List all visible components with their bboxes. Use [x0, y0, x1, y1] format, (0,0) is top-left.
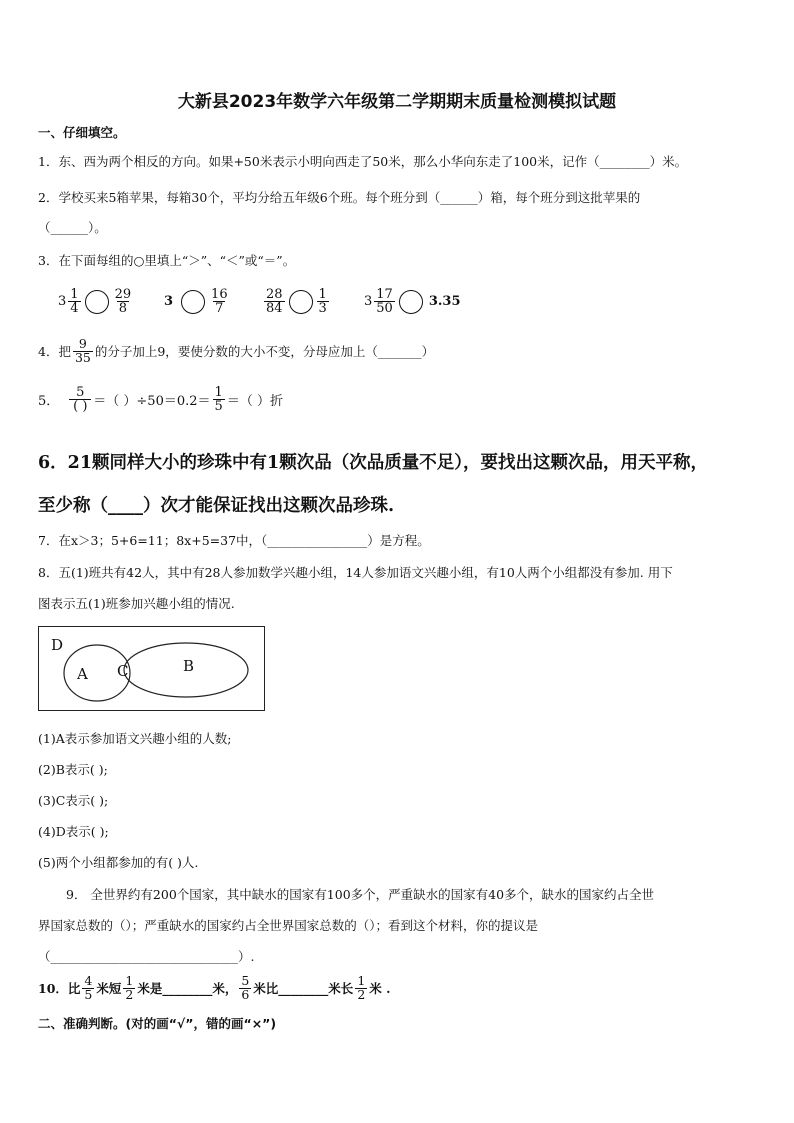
q5-label: 5．: [38, 394, 60, 409]
q8-sub-1: (1)A表示参加语文兴趣小组的人数;: [38, 731, 232, 746]
q4-prefix: 4．把: [38, 344, 71, 359]
fraction: $\frac{1}{2}$: [125, 973, 134, 1002]
fraction-blank-denominator: $\frac{5}{( )}$: [69, 386, 91, 413]
question-9-line-1: 9． 全世界约有200个国家，其中缺水的国家有100多个，严重缺水的国家有40多个，缺水的国家约占全世: [66, 887, 655, 902]
fraction: $\frac{16}{7}$: [211, 287, 228, 316]
q10-part-d: 米比________米长: [253, 981, 354, 996]
compare-circle[interactable]: [85, 290, 109, 314]
q10-part-c: 米是________米，: [137, 981, 238, 996]
question-9-line-3: （______________________________）.: [38, 949, 255, 964]
venn-label-b: B: [183, 657, 195, 675]
compare-circle[interactable]: [289, 290, 313, 314]
q10-part-a: 10．比: [38, 981, 81, 996]
fraction: $\frac{1}{4}$: [70, 287, 79, 316]
fraction: $\frac{5}{6}$: [241, 973, 250, 1002]
question-3-prompt: 3．在下面每组的○里填上“＞”、“＜”或“＝”。: [38, 253, 296, 268]
question-5: [38, 386, 283, 413]
venn-label-d: D: [51, 636, 64, 654]
fraction: $\frac{4}{5}$: [84, 973, 93, 1002]
q8-sub-5: (5)两个小组都参加的有( )人.: [38, 855, 199, 870]
question-9-line-2: 界国家总数的（）；严重缺水的国家约占全世界国家总数的（）；看到这个材料，你的提议是: [38, 918, 539, 933]
question-1: 1．东、西为两个相反的方向。如果+50米表示小明向西走了50米，那么小华向东走了100米，记作（________）米。: [38, 154, 688, 169]
q8-sub-3: (3)C表示( );: [38, 793, 109, 808]
mixed-whole: 3: [58, 294, 67, 309]
compare-group-3: [262, 288, 331, 315]
q5-middle: ＝（ ）÷50＝0.2＝: [93, 394, 211, 409]
compare-group-1: [58, 288, 135, 315]
question-2-line-2: （______）。: [38, 220, 107, 235]
question-7: 7．在x＞3；5+6=11；8x+5=37中，（________________）是方程。: [38, 533, 430, 548]
q10-part-b: 米短: [96, 981, 122, 996]
venn-svg: [39, 627, 264, 710]
whole-number: 3: [164, 294, 174, 309]
q8-sub-2: (2)B表示( );: [38, 762, 108, 777]
compare-circle[interactable]: [399, 290, 423, 314]
section-heading-1: 一、仔细填空。: [38, 125, 126, 140]
fraction: $\frac{1}{3}$: [318, 287, 327, 316]
fraction: $\frac{17}{50}$: [376, 287, 393, 316]
venn-diagram: [38, 626, 265, 711]
q8-sub-4: (4)D表示( );: [38, 824, 109, 839]
fraction: $\frac{28}{84}$: [266, 287, 283, 316]
question-4: [38, 338, 434, 364]
venn-label-c: C: [117, 662, 129, 680]
fraction: $\frac{1}{2}$: [357, 973, 366, 1002]
q4-suffix: 的分子加上9，要使分数的大小不变，分母应加上（_______）: [94, 344, 435, 359]
q5-end: ＝（ ）折: [226, 394, 283, 409]
fraction: $\frac{1}{5}$: [214, 385, 223, 414]
question-6-line-1: 6．21颗同样大小的珍珠中有1颗次品（次品质量不足），要找出这颗次品，用天平称，: [38, 453, 708, 473]
fraction: $\frac{29}{8}$: [114, 287, 132, 316]
section-heading-2: 二、准确判断。(对的画“√”，错的画“×”): [38, 1016, 277, 1031]
q10-part-e: 米 .: [369, 981, 391, 996]
compare-group-4: [364, 288, 461, 315]
compare-circle[interactable]: [181, 290, 205, 314]
question-6-line-2: 至少称（____）次才能保证找出这颗次品珍珠.: [38, 496, 395, 516]
fraction: $\frac{9}{35}$: [74, 336, 91, 365]
question-8-line-2: 图表示五(1)班参加兴趣小组的情况.: [38, 596, 235, 611]
decimal-value: 3.35: [428, 294, 461, 309]
question-10: [38, 975, 390, 1001]
mixed-whole: 3: [364, 294, 373, 309]
venn-label-a: A: [77, 665, 88, 683]
question-8-line-1: 8．五(1)班共有42人，其中有28人参加数学兴趣小组，14人参加语文兴趣小组，有10人两个小组都没有参加. 用下: [38, 565, 673, 580]
compare-group-2: [164, 288, 232, 315]
page-title: 大新县2023年数学六年级第二学期期末质量检测模拟试题: [177, 92, 617, 112]
question-2-line-1: 2．学校买来5箱苹果，每箱30个，平均分给五年级6个班。每个班分到（______）箱，每个班分到这批苹果的: [38, 190, 641, 205]
